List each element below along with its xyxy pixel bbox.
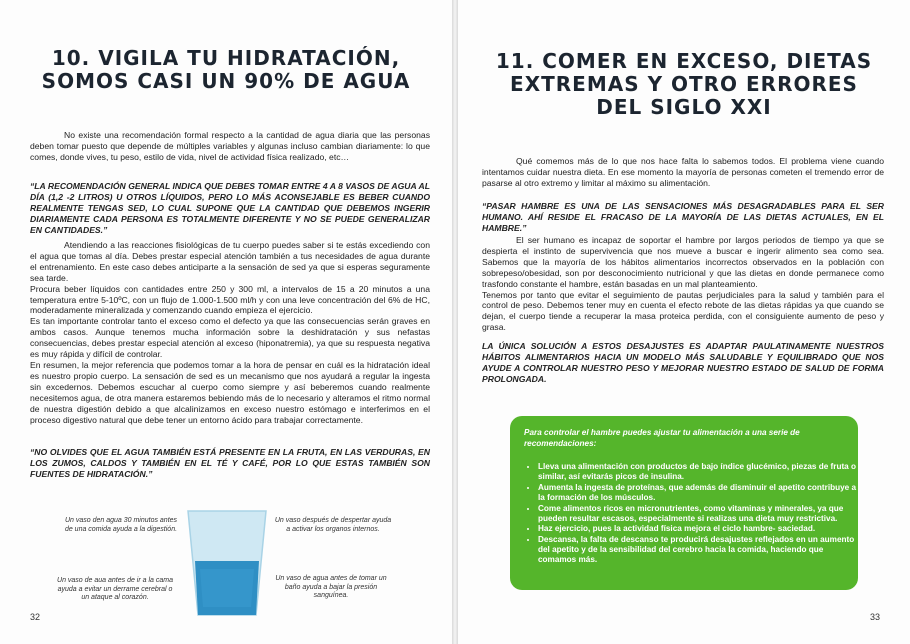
right-page-number: 33 [869, 612, 880, 622]
recommendations-list [524, 462, 860, 566]
recommendation-item: • Descansa, la falta de descanso te producirá desajustes reflejados en un aumento del apetito y de la sensibilidad del cerebro hacia la comida, haciendo que comamos más. [538, 535, 860, 565]
left-body-block-1 [30, 130, 430, 163]
left-paragraph-3: Procura beber líquidos con cantidades entre 250 y 300 ml, a intervalos de 15 a 20 minutos a una temperatura entre 5-10ºC, con un flujo de 1.000-1.500 ml/h y con una leve concentración del 6% de HC, moderadamente mineralizada y comenzando cuando empieza el ejercicio. [30, 283, 430, 316]
left-page [0, 0, 452, 644]
left-quote-1: “LA RECOMENDACIÓN GENERAL INDICA QUE DEBES TOMAR ENTRE 4 A 8 VASOS DE AGUA AL DÍA (1,2 -2 LITROS) U OTROS LÍQUIDOS, PERO LO MÁS ACONSEJABLE ES BEBER CUANDO REALMENTE TENGAS SED, LO CUAL SUPONE QUE LA CANTIDAD QUE DEBEMOS INGERIR DIARIAMENTE CADA PERSONA ES TOTALMENTE DIFERENTE Y NO SE PUEDE GENERALIZAR EN CANTIDADES.” [30, 181, 430, 235]
left-paragraph-1: No existe una recomendación formal respecto a la cantidad de agua diaria que las personas deben tomar puesto que depende de múltiples variables y algunas incluso cambian diariamente: lo que comes, donde vives, tu peso, estilo de vida, nivel de actividad física realizado, etc… [30, 130, 430, 162]
right-quote-2: LA ÚNICA SOLUCIÓN A ESTOS DESAJUSTES ES ADAPTAR PAULATINAMENTE NUESTROS HÁBITOS ALIMENTARIOS HACIA UN MODELO MÁS SALUDABLE Y EQUILIBRADO QUE NOS AYUDE A CONTROLAR NUESTRO PESO Y MEJORAR NUESTRO ESTADO DE SALUD DE FORMA PROLONGADA. [482, 341, 884, 384]
left-title-line-1: 10. VIGILA TU HIDRATACIÓN, [51, 46, 401, 70]
left-paragraph-5: En resumen, la mejor referencia que podemos tomar a la hora de pensar en cuál es la hidratación ideal es nuestro propio cuerpo. La sensación de sed es un mecanismo que nos ayudará a regular la ingesta sin excedernos. Debemos escuchar al cuerpo como siempre y así beberemos cuando realmente necesitemos agua, de otra manera estaremos bebiendo más de lo necesario y alteramos el ritmo normal de nuestra digestión debido a que alcalinizamos en exceso nuestro estómago e interferimos en el proceso digestivo natural que debe tener un entorno ácido para trabajar correctamente. [30, 359, 430, 425]
left-paragraph-2: Atendiendo a las reacciones fisiológicas de tu cuerpo puedes saber si te estás excediendo con el agua que tomas al día. Debes prestar especial atención también a tus necesidades de agua durante el entrenamiento. En este caso debes anticiparte a la sensación de sed ya que si esperas seguramente sea tarde. [30, 240, 430, 283]
right-title-line-3: DEL SIGLO XXI [596, 95, 772, 119]
right-body-block-1 [482, 156, 884, 189]
recommendations-box [510, 416, 858, 590]
right-body-block-2 [482, 235, 884, 333]
left-page-number: 32 [30, 612, 41, 622]
caption-top-right: Un vaso después de despertar ayuda a activar los organos internos. [274, 517, 392, 533]
recommendation-item: • Come alimentos ricos en micronutrientes, como vitaminas y minerales, ya que pueden resultar escasos, especialmente si realizas una dieta muy restrictiva. [538, 504, 860, 524]
caption-top-left: Un vaso den agua 30 minutos antes de una comida ayuda a la digestión. [64, 517, 178, 533]
left-body-block-2 [30, 240, 430, 425]
right-quote-1: “PASAR HAMBRE ES UNA DE LAS SENSACIONES MÁS DESAGRADABLES PARA EL SER HUMANO. AHÍ RESIDE EL FRACASO DE LA MAYORÍA DE LAS DIETAS ACTUALES, EN EL HAMBRE.” [482, 201, 884, 233]
right-page [458, 0, 910, 644]
left-title-line-2: SOMOS CASI UN 90% DE AGUA [41, 69, 411, 93]
left-page-title [30, 47, 422, 93]
right-paragraph-3: Tenemos por tanto que evitar el seguimiento de pautas perjudiciales para la salud y también para el control de peso. Debemos tener muy en cuenta el efecto rebote de las dietas rápidas ya que cuando se dejan, el cuerpo tiende a recuperar la masa proteica perdida, con el consiguiente aumento de peso y grasa. [482, 289, 884, 333]
left-paragraph-4: Es tan importante controlar tanto el exceso como el defecto ya que las consecuencias serán graves en ambos casos. Aunque tenemos mucha información sobre la deshidratación y sus nefastas consecuencias, debes prestar especial atención al exceso (hiponatremia), ya que su respuesta negativa es muy rápida y difícil de controlar. [30, 316, 430, 360]
recommendation-item: • Lleva una alimentación con productos de bajo índice glucémico, piezas de fruta o similar, así evitarás picos de insulina. [538, 462, 860, 482]
left-quote-2: “NO OLVIDES QUE EL AGUA TAMBIÉN ESTÁ PRESENTE EN LA FRUTA, EN LAS VERDURAS, EN LOS ZUMOS, CALDOS Y TAMBIÉN EN EL TÉ Y CAFÉ, POR LO QUE ESTAS TAMBIÉN SON FUENTES DE HIDRATACIÓN.” [30, 447, 430, 479]
right-title-line-1: 11. COMER EN EXCESO, DIETAS [495, 49, 873, 73]
caption-bottom-left: Un vaso de aua antes de ir a la cama ayuda a evitar un derrame cerebral o un ataque al corazón. [57, 577, 173, 602]
right-paragraph-1: Qué comemos más de lo que nos hace falta lo sabemos todos. El problema viene cuando intentamos cuidar nuestra dieta. En ese momento la mayoría de personas cometen el tremendo error de pasarse al otro extremo y limitar al máximo su alimentación. [482, 156, 884, 188]
water-glass-icon [186, 509, 268, 617]
recommendations-intro: Para controlar el hambre puedes ajustar tu alimentación a una serie de recomendaciones: [524, 428, 800, 448]
recommendation-item: • Aumenta la ingesta de proteínas, que además de disminuir el apetito contribuye a la formación de los músculos. [538, 483, 860, 503]
right-title-line-2: EXTREMAS Y OTRO ERRORES [510, 72, 858, 96]
right-paragraph-2: El ser humano es incapaz de soportar el hambre por largos periodos de tiempo ya que se despierta el instinto de supervivencia que nos mueve a buscar e ingerir alimento sea como sea. Sabemos que la mayoría de los hábitos alimentarios incorrectos observados en la población con sobrepeso/obesidad, son por desconocimiento nutricional y que las dietas en donde permanece como trasfondo constante el hambre, están basadas en un mal planteamiento. [482, 235, 884, 289]
recommendation-item: • Haz ejercicio, pues la actividad física mejora el ciclo hambre- saciedad. [538, 524, 860, 534]
water-glass-infographic [0, 505, 452, 625]
caption-bottom-right: Un vaso de agua antes de tomar un baño ayuda a bajar la presión sanguínea. [275, 575, 387, 600]
right-page-title [488, 50, 880, 119]
